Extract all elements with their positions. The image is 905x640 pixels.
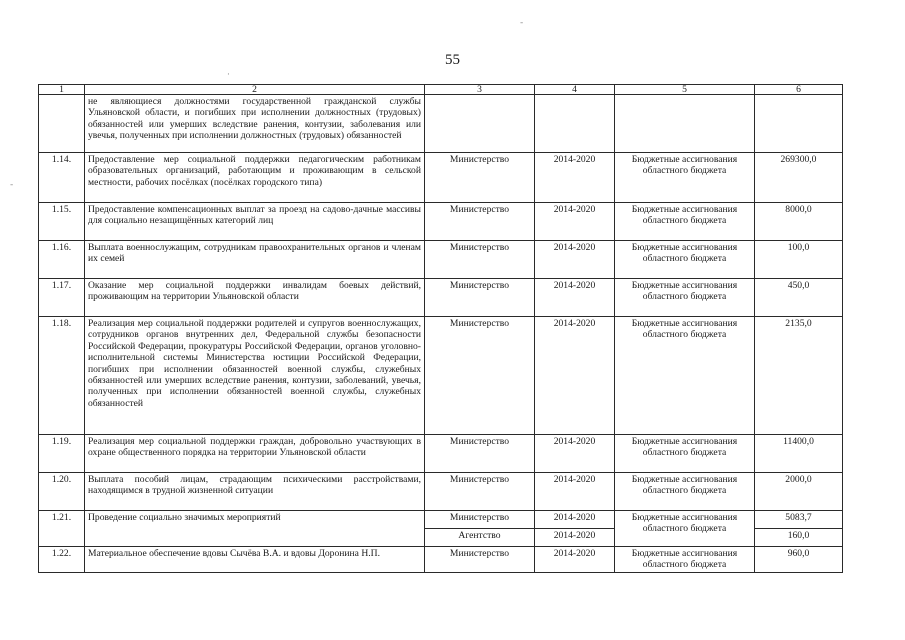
measure-text: Выплата военнослужащим, сотрудникам правоохранительных органов и членам их семей [85, 241, 425, 279]
measure-text: Материальное обеспечение вдовы Сычёва В.А. и вдовы Доронина Н.П. [85, 547, 425, 573]
measure-text: Оказание мер социальной поддержки инвалидам боевых действий, проживающим на территории Ульяновской области [85, 279, 425, 317]
column-header: 2 [85, 85, 425, 95]
executor: Министерство [425, 203, 535, 241]
row-number: 1.14. [39, 153, 85, 203]
executor: Министерство [425, 435, 535, 473]
table-row [39, 511, 843, 529]
period: 2014-2020 [535, 529, 615, 547]
period: 2014-2020 [535, 511, 615, 529]
column-header: 4 [535, 85, 615, 95]
column-header: 1 [39, 85, 85, 95]
executor: Министерство [425, 153, 535, 203]
executor: Министерство [425, 279, 535, 317]
row-number: 1.21. [39, 511, 85, 547]
funding-source: Бюджетные ассигнования областного бюджета [615, 511, 755, 547]
table-row [39, 317, 843, 435]
table-row [39, 153, 843, 203]
period: 2014-2020 [535, 473, 615, 511]
table-row [39, 473, 843, 511]
scan-speck: - [520, 18, 524, 28]
executor: Министерство [425, 473, 535, 511]
amount: 960,0 [755, 547, 843, 573]
page-number: 55 [445, 52, 460, 68]
funding-source: Бюджетные ассигнования областного бюджета [615, 317, 755, 435]
table-row [39, 279, 843, 317]
row-number: 1.17. [39, 279, 85, 317]
table-row [39, 203, 843, 241]
measure-text: Реализация мер социальной поддержки граждан, добровольно участвующих в охране общественного порядка на территории Ульяновской области [85, 435, 425, 473]
amount: 11400,0 [755, 435, 843, 473]
row-number: 1.19. [39, 435, 85, 473]
amount: 8000,0 [755, 203, 843, 241]
row-number: 1.20. [39, 473, 85, 511]
amount: 269300,0 [755, 153, 843, 203]
amount: 2000,0 [755, 473, 843, 511]
column-number-header [39, 85, 843, 95]
measure-text: Реализация мер социальной поддержки родителей и супругов военнослужащих, сотрудников органов внутренних дел, Федеральной службы безопасности Российской Федерации, прокуратуры Российской Федерации, органов уголовно-исполнительной системы Министерства юстиции Российской Федерации, погибших при исполнении обязанностей военной службы, служебных обязанностей или умерших вследствие ранения, контузии, заболеваний, увечья, полученных при исполнении обязанностей военной службы, служебных обязанностей [85, 317, 425, 435]
table-row [39, 435, 843, 473]
scan-speck: · [227, 70, 230, 80]
funding-source: Бюджетные ассигнования областного бюджета [615, 547, 755, 573]
table-row [39, 547, 843, 573]
column-header: 5 [615, 85, 755, 95]
measure-text: Предоставление мер социальной поддержки педагогическим работникам образовательных организаций, работающим и проживающим в сельской местности, рабочих посёлках (посёлках городского типа) [85, 153, 425, 203]
funding-source: Бюджетные ассигнования областного бюджета [615, 153, 755, 203]
measure-text: Предоставление компенсационных выплат за проезд на садово-дачные массивы для социально незащищённых категорий лиц [85, 203, 425, 241]
measure-text: Проведение социально значимых мероприятий [85, 511, 425, 547]
funding-source: Бюджетные ассигнования областного бюджета [615, 241, 755, 279]
table-row-continuation [39, 95, 843, 153]
row-number: 1.22. [39, 547, 85, 573]
scan-speck: - [10, 180, 14, 190]
period: 2014-2020 [535, 435, 615, 473]
column-header: 6 [755, 85, 843, 95]
amount: 2135,0 [755, 317, 843, 435]
row-number: 1.18. [39, 317, 85, 435]
period: 2014-2020 [535, 153, 615, 203]
funding-source: Бюджетные ассигнования областного бюджета [615, 279, 755, 317]
executor: Министерство [425, 511, 535, 529]
executor: Министерство [425, 317, 535, 435]
period: 2014-2020 [535, 241, 615, 279]
period: 2014-2020 [535, 279, 615, 317]
amount: 450,0 [755, 279, 843, 317]
amount: 5083,7 [755, 511, 843, 529]
column-header: 3 [425, 85, 535, 95]
table-row [39, 241, 843, 279]
measure-text: не являющиеся должностями государственной гражданской службы Ульяновской области, и погибших при исполнении должностных (трудовых) обязанностей или умерших вследствие ранения, контузии, заболевания или увечья, полученных при исполнении должностных (трудовых) обязанностей [85, 95, 425, 153]
period: 2014-2020 [535, 203, 615, 241]
row-number: 1.15. [39, 203, 85, 241]
period: 2014-2020 [535, 547, 615, 573]
executor: Министерство [425, 547, 535, 573]
funding-source: Бюджетные ассигнования областного бюджета [615, 473, 755, 511]
amount: 100,0 [755, 241, 843, 279]
executor: Агентство [425, 529, 535, 547]
measures-table [38, 84, 843, 573]
funding-source: Бюджетные ассигнования областного бюджета [615, 203, 755, 241]
measure-text: Выплата пособий лицам, страдающим психическими расстройствами, находящимся в трудной жизненной ситуации [85, 473, 425, 511]
funding-source: Бюджетные ассигнования областного бюджета [615, 435, 755, 473]
executor: Министерство [425, 241, 535, 279]
amount: 160,0 [755, 529, 843, 547]
row-number: 1.16. [39, 241, 85, 279]
period: 2014-2020 [535, 317, 615, 435]
